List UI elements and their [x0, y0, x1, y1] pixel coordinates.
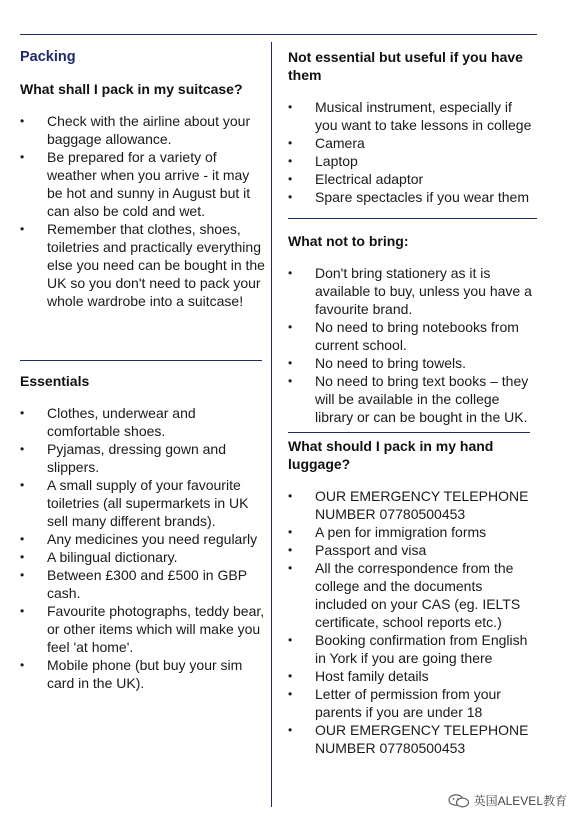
- list-item: • Spare spectacles if you wear them: [288, 188, 538, 206]
- list-item: • Between £300 and £500 in GBP cash.: [20, 566, 265, 602]
- top-rule: [20, 34, 537, 35]
- hand-luggage-section: [288, 437, 538, 757]
- list-item: • Clothes, underwear and comfortable shoes.: [20, 404, 265, 440]
- suitcase-heading: What shall I pack in my suitcase?: [20, 81, 243, 97]
- useful-list: [288, 98, 538, 206]
- list-item: • OUR EMERGENCY TELEPHONE NUMBER 07780500453: [288, 721, 538, 757]
- essentials-list: [20, 404, 265, 692]
- list-item: • No need to bring notebooks from current school.: [288, 318, 538, 354]
- list-item: • Musical instrument, especially if you want to take lessons in college: [288, 98, 538, 134]
- watermark: [448, 792, 567, 809]
- not-bring-heading: What not to bring:: [288, 233, 409, 249]
- useful-heading: Not essential but useful if you have them: [288, 49, 523, 83]
- hand-luggage-heading: What should I pack in my hand luggage?: [288, 438, 494, 472]
- list-item: • Electrical adaptor: [288, 170, 538, 188]
- useful-section: [288, 48, 538, 206]
- list-item: • No need to bring text books – they will be available in the college library or can be bought in the UK.: [288, 372, 538, 426]
- list-item: • All the correspondence from the college and the documents included on your CAS (eg. IELTS certificate, school reports etc.): [288, 559, 538, 631]
- essentials-heading: Essentials: [20, 373, 90, 389]
- not-bring-section: [288, 232, 538, 426]
- list-item: • Favourite photographs, teddy bear, or other items which will make you feel 'at home'.: [20, 602, 265, 656]
- list-item: • Booking confirmation from English in York if you are going there: [288, 631, 538, 667]
- essentials-section: [20, 372, 265, 692]
- list-item: • Camera: [288, 134, 538, 152]
- list-item: • Host family details: [288, 667, 538, 685]
- hand-luggage-list: [288, 487, 538, 757]
- list-item: • Remember that clothes, shoes, toiletries and practically everything else you need can be bought in the UK so you don't need to pack your whole wardrobe into a suitcase!: [20, 220, 265, 310]
- list-item: • Don't bring stationery as it is available to buy, unless you have a favourite brand.: [288, 264, 538, 318]
- suitcase-list: [20, 112, 265, 310]
- list-item: • A small supply of your favourite toiletries (all supermarkets in UK sell many different brands).: [20, 476, 265, 530]
- not-bring-list: [288, 264, 538, 426]
- list-item: • Passport and visa: [288, 541, 538, 559]
- list-item: • Check with the airline about your baggage allowance.: [20, 112, 265, 148]
- list-item: • Any medicines you need regularly: [20, 530, 265, 548]
- left-column: [20, 48, 265, 310]
- list-item: • Letter of permission from your parents if you are under 18: [288, 685, 538, 721]
- list-item: • Mobile phone (but buy your sim card in the UK).: [20, 656, 265, 692]
- list-item: • No need to bring towels.: [288, 354, 538, 372]
- right-section-rule-1: [288, 218, 537, 219]
- packing-title: Packing: [20, 49, 76, 65]
- list-item: • OUR EMERGENCY TELEPHONE NUMBER 07780500453: [288, 487, 538, 523]
- list-item: • Pyjamas, dressing gown and slippers.: [20, 440, 265, 476]
- list-item: • Be prepared for a variety of weather when you arrive - it may be hot and sunny in August but it can also be cold and wet.: [20, 148, 265, 220]
- column-divider: [271, 42, 272, 807]
- wechat-icon: [448, 794, 470, 808]
- watermark-text: 英国ALEVEL教育: [473, 794, 567, 808]
- right-section-rule-2: [288, 432, 530, 433]
- list-item: • A bilingual dictionary.: [20, 548, 265, 566]
- left-section-rule: [20, 360, 262, 361]
- list-item: • Laptop: [288, 152, 538, 170]
- list-item: • A pen for immigration forms: [288, 523, 538, 541]
